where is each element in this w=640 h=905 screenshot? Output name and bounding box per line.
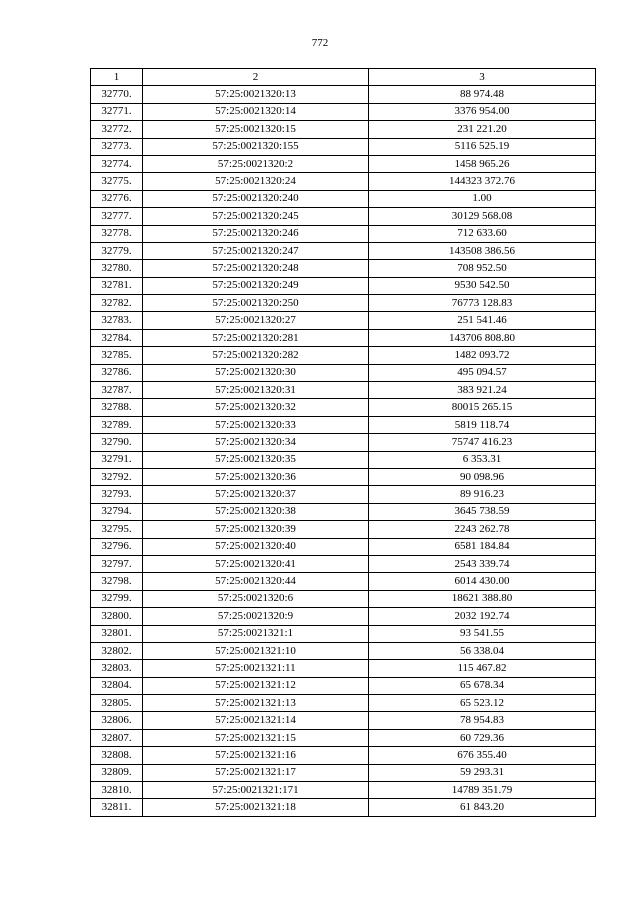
table-row: [91, 277, 596, 294]
table-row: [91, 382, 596, 399]
table-row: [91, 295, 596, 312]
value-cell: 3645 738.59: [369, 503, 596, 520]
cadastral-number-cell: 57:25:0021320:15: [143, 121, 369, 138]
value-cell: 60 729.36: [369, 729, 596, 746]
table-row: [91, 347, 596, 364]
table-row: [91, 573, 596, 590]
table-row: [91, 625, 596, 642]
value-cell: 75747 416.23: [369, 434, 596, 451]
table-row: [91, 764, 596, 781]
value-cell: 76773 128.83: [369, 295, 596, 312]
value-cell: 88 974.48: [369, 86, 596, 103]
table-row: [91, 451, 596, 468]
cadastral-number-cell: 57:25:0021321:16: [143, 747, 369, 764]
row-number-cell: 32793.: [91, 486, 143, 503]
table-row: [91, 329, 596, 346]
row-number-cell: 32787.: [91, 382, 143, 399]
cadastral-number-cell: 57:25:0021320:44: [143, 573, 369, 590]
value-cell: 143706 808.80: [369, 329, 596, 346]
row-number-cell: 32785.: [91, 347, 143, 364]
cadastral-number-cell: 57:25:0021320:39: [143, 521, 369, 538]
value-cell: 712 633.60: [369, 225, 596, 242]
table-row: [91, 173, 596, 190]
page-number: 772: [311, 37, 329, 49]
cadastral-number-cell: 57:25:0021320:14: [143, 103, 369, 120]
value-cell: 80015 265.15: [369, 399, 596, 416]
value-cell: 676 355.40: [369, 747, 596, 764]
row-number-cell: 32794.: [91, 503, 143, 520]
value-cell: 5819 118.74: [369, 416, 596, 433]
value-cell: 231 221.20: [369, 121, 596, 138]
row-number-cell: 32796.: [91, 538, 143, 555]
row-number-cell: 32778.: [91, 225, 143, 242]
row-number-cell: 32786.: [91, 364, 143, 381]
cadastral-number-cell: 57:25:0021320:36: [143, 468, 369, 485]
value-cell: 251 541.46: [369, 312, 596, 329]
table-row: [91, 434, 596, 451]
value-cell: 89 916.23: [369, 486, 596, 503]
cadastral-number-cell: 57:25:0021320:13: [143, 86, 369, 103]
row-number-cell: 32772.: [91, 121, 143, 138]
table-row: [91, 608, 596, 625]
value-cell: 5116 525.19: [369, 138, 596, 155]
cadastral-number-cell: 57:25:0021320:250: [143, 295, 369, 312]
value-cell: 6 353.31: [369, 451, 596, 468]
table-row: [91, 260, 596, 277]
cadastral-number-cell: 57:25:0021321:15: [143, 729, 369, 746]
cadastral-number-cell: 57:25:0021320:35: [143, 451, 369, 468]
table-row: [91, 416, 596, 433]
row-number-cell: 32792.: [91, 468, 143, 485]
row-number-cell: 32800.: [91, 608, 143, 625]
row-number-cell: 32795.: [91, 521, 143, 538]
value-cell: 1458 965.26: [369, 155, 596, 172]
value-cell: 383 921.24: [369, 382, 596, 399]
value-cell: 90 098.96: [369, 468, 596, 485]
value-cell: 93 541.55: [369, 625, 596, 642]
table-row: [91, 538, 596, 555]
value-cell: 65 678.34: [369, 677, 596, 694]
row-number-cell: 32775.: [91, 173, 143, 190]
cadastral-number-cell: 57:25:0021320:27: [143, 312, 369, 329]
value-cell: 144323 372.76: [369, 173, 596, 190]
column-header-3: 3: [369, 69, 596, 86]
table-row: [91, 695, 596, 712]
value-cell: 3376 954.00: [369, 103, 596, 120]
value-cell: 59 293.31: [369, 764, 596, 781]
cadastral-number-cell: 57:25:0021320:281: [143, 329, 369, 346]
table-row: [91, 677, 596, 694]
cadastral-number-cell: 57:25:0021320:6: [143, 590, 369, 607]
cadastral-number-cell: 57:25:0021321:18: [143, 799, 369, 816]
cadastral-number-cell: 57:25:0021320:245: [143, 208, 369, 225]
value-cell: 14789 351.79: [369, 782, 596, 799]
table-row: [91, 521, 596, 538]
value-cell: 1482 093.72: [369, 347, 596, 364]
value-cell: 56 338.04: [369, 642, 596, 659]
cadastral-number-cell: 57:25:0021320:34: [143, 434, 369, 451]
value-cell: 18621 388.80: [369, 590, 596, 607]
cadastral-number-cell: 57:25:0021321:11: [143, 660, 369, 677]
cadastral-number-cell: 57:25:0021320:2: [143, 155, 369, 172]
cadastral-number-cell: 57:25:0021321:14: [143, 712, 369, 729]
table-row: [91, 208, 596, 225]
table-row: [91, 364, 596, 381]
row-number-cell: 32782.: [91, 295, 143, 312]
cadastral-number-cell: 57:25:0021320:247: [143, 242, 369, 259]
cadastral-number-cell: 57:25:0021320:155: [143, 138, 369, 155]
table-row: [91, 486, 596, 503]
row-number-cell: 32791.: [91, 451, 143, 468]
row-number-cell: 32797.: [91, 555, 143, 572]
cadastral-number-cell: 57:25:0021320:282: [143, 347, 369, 364]
table-row: [91, 190, 596, 207]
table-row: [91, 138, 596, 155]
column-header-1: 1: [91, 69, 143, 86]
cadastral-number-cell: 57:25:0021320:40: [143, 538, 369, 555]
row-number-cell: 32774.: [91, 155, 143, 172]
table-row: [91, 503, 596, 520]
row-number-cell: 32809.: [91, 764, 143, 781]
value-cell: 115 467.82: [369, 660, 596, 677]
cadastral-number-cell: 57:25:0021321:10: [143, 642, 369, 659]
cadastral-number-cell: 57:25:0021321:171: [143, 782, 369, 799]
table-row: [91, 642, 596, 659]
cadastral-number-cell: 57:25:0021320:9: [143, 608, 369, 625]
table-row: [91, 590, 596, 607]
row-number-cell: 32780.: [91, 260, 143, 277]
cadastral-number-cell: 57:25:0021320:41: [143, 555, 369, 572]
row-number-cell: 32776.: [91, 190, 143, 207]
row-number-cell: 32805.: [91, 695, 143, 712]
table-row: [91, 121, 596, 138]
cadastral-number-cell: 57:25:0021320:38: [143, 503, 369, 520]
value-cell: 30129 568.08: [369, 208, 596, 225]
cadastral-number-cell: 57:25:0021320:33: [143, 416, 369, 433]
row-number-cell: 32804.: [91, 677, 143, 694]
table-row: [91, 747, 596, 764]
table-row: [91, 242, 596, 259]
row-number-cell: 32770.: [91, 86, 143, 103]
row-number-cell: 32802.: [91, 642, 143, 659]
value-cell: 61 843.20: [369, 799, 596, 816]
table-row: [91, 468, 596, 485]
table-row: [91, 799, 596, 816]
table-row: [91, 399, 596, 416]
row-number-cell: 32798.: [91, 573, 143, 590]
row-number-cell: 32808.: [91, 747, 143, 764]
row-number-cell: 32781.: [91, 277, 143, 294]
cadastral-number-cell: 57:25:0021320:240: [143, 190, 369, 207]
cadastral-number-cell: 57:25:0021320:248: [143, 260, 369, 277]
row-number-cell: 32783.: [91, 312, 143, 329]
row-number-cell: 32779.: [91, 242, 143, 259]
table-row: [91, 782, 596, 799]
table-row: [91, 660, 596, 677]
cadastral-value-table: [90, 68, 596, 817]
value-cell: 9530 542.50: [369, 277, 596, 294]
row-number-cell: 32799.: [91, 590, 143, 607]
table-row: [91, 729, 596, 746]
row-number-cell: 32790.: [91, 434, 143, 451]
cadastral-number-cell: 57:25:0021320:37: [143, 486, 369, 503]
value-cell: 2243 262.78: [369, 521, 596, 538]
value-cell: 143508 386.56: [369, 242, 596, 259]
table-row: [91, 312, 596, 329]
row-number-cell: 32789.: [91, 416, 143, 433]
table-body: [91, 86, 596, 816]
value-cell: 6014 430.00: [369, 573, 596, 590]
row-number-cell: 32810.: [91, 782, 143, 799]
row-number-cell: 32773.: [91, 138, 143, 155]
table-row: [91, 555, 596, 572]
table-row: [91, 86, 596, 103]
row-number-cell: 32811.: [91, 799, 143, 816]
row-number-cell: 32806.: [91, 712, 143, 729]
row-number-cell: 32784.: [91, 329, 143, 346]
cadastral-number-cell: 57:25:0021320:24: [143, 173, 369, 190]
row-number-cell: 32803.: [91, 660, 143, 677]
value-cell: 2543 339.74: [369, 555, 596, 572]
cadastral-number-cell: 57:25:0021320:30: [143, 364, 369, 381]
value-cell: 495 094.57: [369, 364, 596, 381]
table-row: [91, 712, 596, 729]
table-row: [91, 103, 596, 120]
cadastral-number-cell: 57:25:0021321:1: [143, 625, 369, 642]
cadastral-number-cell: 57:25:0021321:13: [143, 695, 369, 712]
cadastral-number-cell: 57:25:0021320:31: [143, 382, 369, 399]
value-cell: 78 954.83: [369, 712, 596, 729]
value-cell: 2032 192.74: [369, 608, 596, 625]
row-number-cell: 32771.: [91, 103, 143, 120]
cadastral-number-cell: 57:25:0021321:17: [143, 764, 369, 781]
value-cell: 708 952.50: [369, 260, 596, 277]
column-header-2: 2: [143, 69, 369, 86]
value-cell: 65 523.12: [369, 695, 596, 712]
table-row: [91, 225, 596, 242]
row-number-cell: 32788.: [91, 399, 143, 416]
value-cell: 1.00: [369, 190, 596, 207]
cadastral-number-cell: 57:25:0021320:246: [143, 225, 369, 242]
cadastral-number-cell: 57:25:0021320:32: [143, 399, 369, 416]
cadastral-number-cell: 57:25:0021321:12: [143, 677, 369, 694]
cadastral-number-cell: 57:25:0021320:249: [143, 277, 369, 294]
table-row: [91, 155, 596, 172]
row-number-cell: 32801.: [91, 625, 143, 642]
table-header-row: [91, 69, 596, 86]
value-cell: 6581 184.84: [369, 538, 596, 555]
row-number-cell: 32777.: [91, 208, 143, 225]
row-number-cell: 32807.: [91, 729, 143, 746]
